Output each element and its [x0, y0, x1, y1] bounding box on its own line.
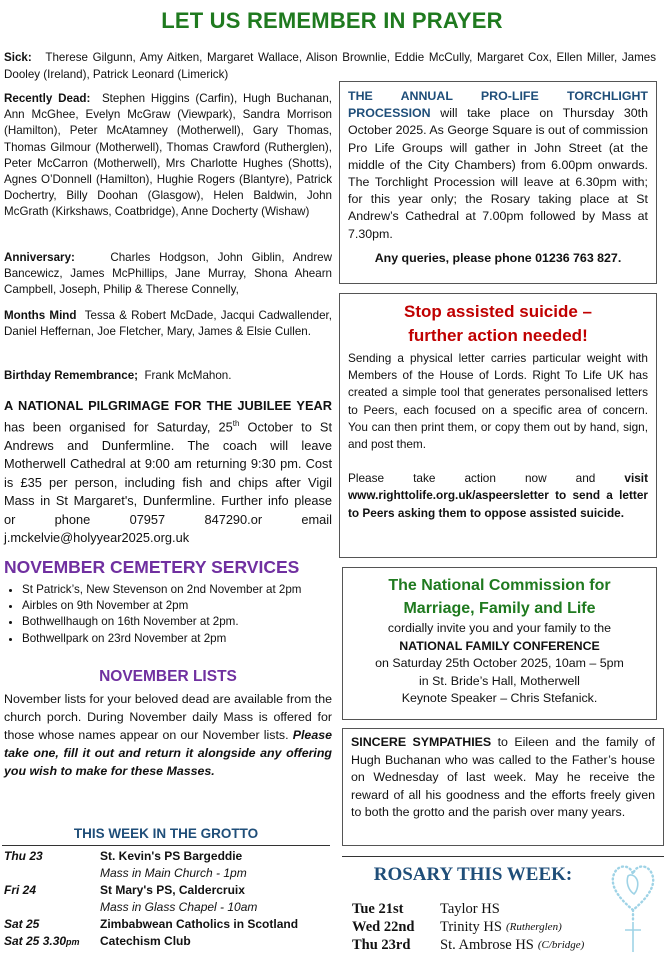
grotto-table — [4, 848, 332, 951]
rosary-heart-icon — [606, 860, 660, 958]
lists-emphasis: Please take one, fill it out and return it alongside any offering you wish to make for these Masses. — [4, 728, 332, 778]
months-mind-names: Tessa & Robert McDade, Jacqui Cadwallender, Daniel Heffernan, Joe Fletcher, Mary, James & Elsie Cullen. — [4, 309, 333, 339]
pilgrimage-text-1: has been organised for Saturday, 25 — [4, 419, 233, 435]
rosary-day: Thu 23rd — [352, 937, 411, 953]
commission-line-1: cordially invite you and your family to the — [387, 621, 612, 635]
commission-line-5: Keynote Speaker – Chris Stefanick. — [401, 691, 598, 706]
assisted-suicide-box — [339, 293, 657, 558]
grotto-row-last — [4, 933, 332, 951]
rosary-divider — [342, 856, 664, 857]
pilgrimage-section — [4, 397, 332, 548]
pilgrimage-text-2: October to St Andrews and Dunfermline. The coach will leave Motherwell Cathedral at 9:00 am returning 9:30 pm. Cost is £35 per person, including fish and chips after Vigil Mass in St Margaret's, Dunfermline. Further info please or phone 07957 847290.or email j.mckelvie@holyyear2025.org.uk — [4, 419, 332, 546]
assisted-action-link[interactable]: visit www.righttolife.org.uk/aspeersletter to send a letter to Peers asking them to oppose assisted suicide. — [348, 471, 648, 520]
grotto-row — [4, 865, 332, 882]
sympathies-heading: SINCERE SYMPATHIES — [351, 735, 492, 749]
rosary-place: Taylor HS — [440, 901, 500, 917]
sympathies-box — [342, 728, 664, 846]
grotto-row — [4, 899, 332, 916]
months-mind-section — [4, 308, 332, 340]
sympathies-text: to Eileen and the family of Hugh Buchanan who was called to the Father’s house on Wednesday of last week. May he receive the reward of all his goodness and the efforts freely given to both the grotto and the parish over many years. — [351, 735, 655, 820]
sick-label: Sick: — [4, 51, 32, 64]
grotto-last-text: Catechism Club — [100, 934, 191, 948]
grotto-event: St Mary's PS, Caldercruix — [100, 883, 245, 897]
grotto-day: Thu 23 — [4, 849, 43, 863]
pilgrimage-heading: A NATIONAL PILGRIMAGE FOR THE JUBILEE YEAR — [4, 398, 332, 413]
commission-line-3: on Saturday 25th October 2025, 10am – 5pm — [375, 656, 624, 671]
rosary-heading: ROSARY THIS WEEK: — [373, 864, 573, 885]
assisted-heading-1: Stop assisted suicide – — [403, 302, 592, 321]
anniversary-label: Anniversary: — [4, 251, 75, 264]
grotto-row — [4, 848, 332, 865]
grotto-event: St. Kevin's PS Bargeddie — [100, 849, 243, 863]
birthday-names: Frank McMahon. — [144, 369, 232, 382]
page-title: LET US REMEMBER IN PRAYER — [161, 8, 503, 33]
rosary-row — [352, 900, 612, 918]
sick-section — [4, 50, 656, 83]
torchlight-text: will take place on Thursday 30th October 2025. As George Square is out of commission Pro Life Groups will gather in John Street (at the middle of the City Chambers) from 6.00pm onwards. The Torchlight Procession will leave at 6.30pm with; for this year only; the Rosary taking place at St Andrew’s Cathedral at 7.00pm followed by Mass at 7.30pm. — [348, 106, 648, 241]
cemetery-item: • Bothwellhaugh on 16th November at 2pm. — [22, 614, 338, 630]
birthday-label: Birthday Remembrance; — [4, 369, 139, 382]
commission-line-2: NATIONAL FAMILY CONFERENCE — [399, 638, 600, 653]
cemetery-item: • St Patrick’s, New Stevenson on 2nd November at 2pm — [22, 582, 338, 598]
rosary-place: St. Ambrose HS — [440, 937, 534, 953]
torchlight-box — [339, 81, 657, 284]
commission-heading-1: The National Commission for — [388, 577, 611, 594]
recently-dead-names: Stephen Higgins (Carfin), Hugh Buchanan, Ann McGhee, Evelyn McGraw (Viewpark), Sandra Morrison (Hamilton), Peter McAtamney (Motherwell), Gary Thomas, Thomas Gilmour (Motherwell), Thomas Crawford (Rutherglen), Peter McCarron (Motherwell), Mrs Charlotte Hughes (Shotts), Agnes O’Donnell (Hamilton), Hughie Rogers (Blantyre), Patrick Dochertry, Billy Doohan (Glasgow), Helen Baldwin, John McGrath (Kirkshaws, Coatbridge), Anne Docherty (Wishaw) — [4, 92, 332, 219]
commission-line-4: in St. Bride’s Hall, Motherwell — [419, 673, 580, 688]
rosary-day: Wed 22nd — [352, 919, 415, 935]
rosary-place: Trinity HS — [440, 919, 502, 935]
assisted-heading-2: further action needed! — [408, 326, 588, 345]
recently-dead-label: Recently Dead: — [4, 92, 91, 105]
commission-heading-2: Marriage, Family and Life — [403, 600, 596, 617]
grotto-row — [4, 882, 332, 899]
rosary-note: (C/bridge) — [537, 939, 585, 951]
torchlight-queries: Any queries, please phone 01236 763 827. — [374, 250, 622, 265]
grotto-event: Mass in Glass Chapel - 10am — [100, 900, 258, 914]
grotto-day: Sat 25 — [4, 917, 40, 931]
anniversary-section — [4, 250, 332, 299]
lists-heading: NOVEMBER LISTS — [99, 668, 237, 685]
birthday-section — [4, 368, 332, 384]
grotto-day — [4, 899, 100, 916]
grotto-day — [4, 865, 100, 882]
recently-dead-section — [4, 91, 332, 221]
lists-section — [4, 690, 332, 780]
rosary-list — [352, 900, 612, 954]
cemetery-list — [4, 582, 338, 647]
rosary-day: Tue 21st — [352, 901, 404, 917]
cemetery-item: • Airbles on 9th November at 2pm — [22, 598, 338, 614]
pilgrimage-sup: th — [232, 419, 240, 429]
assisted-text: Sending a physical letter carries particular weight with Members of the House of Lords. Right To Life UK has created a simple tool that generates personalised letters to Peers, each focused on a specific area of concern. You can then print them, or copy them out by hand, sign, and post them. — [348, 351, 648, 452]
grotto-day: Fri 24 — [4, 883, 37, 897]
grotto-last-day-suffix: pm — [66, 937, 80, 947]
grotto-event: Mass in Main Church - 1pm — [100, 866, 247, 880]
torchlight-heading: THE ANNUAL PRO-LIFE TORCHLIGHT PROCESSION — [348, 89, 648, 121]
assisted-action: Please take action now and — [348, 471, 625, 486]
cemetery-item: • Bothwellpark on 23rd November at 2pm — [22, 631, 338, 647]
rosary-row — [352, 918, 612, 936]
lists-text: November lists for your beloved dead are available from the church porch. During November daily Mass is offered for those whose names appear on our November lists. — [4, 692, 332, 742]
rosary-note: (Rutherglen) — [505, 921, 562, 933]
anniversary-names: Charles Hodgson, John Giblin, Andrew Bancewicz, James McPhillips, Jane Murray, Shona Ahearn Campbell, Joseph, Philip & Therese Connelly, — [4, 251, 333, 297]
grotto-last-day: Sat 25 3.30 — [4, 934, 67, 948]
grotto-row — [4, 916, 332, 933]
sick-names: Therese Gilgunn, Amy Aitken, Margaret Wallace, Alison Brownlie, Eddie McCully, Margaret Cox, Ellen Miller, James Dooley (Ireland), Patrick Leonard (Limerick) — [4, 51, 656, 81]
commission-box — [342, 567, 657, 720]
grotto-divider — [2, 845, 330, 846]
grotto-heading: THIS WEEK IN THE GROTTO — [73, 826, 259, 841]
grotto-event: Zimbabwean Catholics in Scotland — [100, 917, 299, 931]
months-mind-label: Months Mind — [4, 309, 77, 322]
rosary-row — [352, 936, 612, 954]
cemetery-heading: NOVEMBER CEMETERY SERVICES — [4, 557, 300, 577]
